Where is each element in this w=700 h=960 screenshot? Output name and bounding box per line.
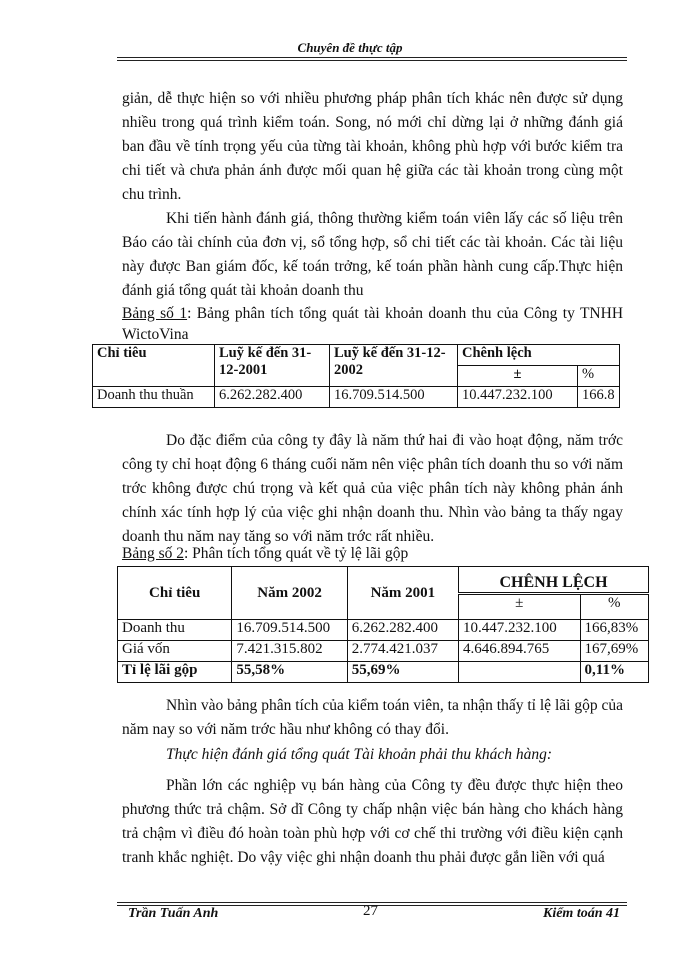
table-gross-margin <box>117 566 649 683</box>
t1-header-chenhlech: Chênh lệch <box>458 345 620 366</box>
table2-caption-label: Bảng số 2 <box>122 545 184 562</box>
t2-cell-2001: 55,69% <box>347 662 458 683</box>
t1-header-plusminus: ± <box>458 366 578 387</box>
table-revenue-summary <box>92 344 620 408</box>
t2-cell-2002: 7.421.315.802 <box>232 641 347 662</box>
t2-cell-label: Giá vốn <box>118 641 232 662</box>
table-row <box>118 620 649 641</box>
page-number: 27 <box>363 903 378 919</box>
section-subheading: Thực hiện đánh giá tổng quát Tài khoản phải thu khách hàng: <box>166 746 553 763</box>
table2-caption-text: : Phân tích tổng quát về tỷ lệ lãi gộp <box>184 545 409 562</box>
paragraph-2: Khi tiến hành đánh giá, thông thường kiểm toán viên lấy các số liệu trên Báo cáo tài chính của đơn vị, sổ tổng hợp, sổ chi tiết các tài khoản. Các tài liệu này được Ban giám đốc, kế toán trởng, kế toán phần hành cung cấp.Thực hiện đánh giá tổng quát tài khoản doanh thu <box>122 210 623 299</box>
table2-caption <box>122 543 623 564</box>
footer-author: Trần Tuấn Anh <box>128 906 219 921</box>
t1-header-2001: Luỹ kế đến 31-12-2001 <box>215 345 330 387</box>
t2-cell-2002: 55,58% <box>232 662 347 683</box>
paragraph-4: Nhìn vào bảng phân tích của kiểm toán viên, ta nhận thấy tỉ lệ lãi gộp của năm nay so với năm trớc hầu như không có thay đổi. <box>122 697 623 738</box>
t2-cell-2001: 6.262.282.400 <box>347 620 458 641</box>
t2-header-percent: % <box>580 593 648 620</box>
footer-class: Kiểm toán 41 <box>542 906 620 921</box>
t1-cell-pct: 166.8 <box>578 387 620 408</box>
t2-header-2001: Năm 2001 <box>347 567 458 620</box>
t2-cell-label: Doanh thu <box>118 620 232 641</box>
t2-cell-pct: 166,83% <box>580 620 648 641</box>
table-row <box>118 662 649 683</box>
paragraph-1: giản, dễ thực hiện so với nhiều phương pháp phân tích khác nên được sử dụng nhiều trong quá trình kiểm toán. Song, nó mới chỉ dừng lại ở những đánh giá ban đầu về tính trọng yếu của từng tài khoản, không phù hợp với bước kiểm tra chi tiết và chưa phản ánh được mối quan hệ giữa các tài khoản trong cùng một chu trình. <box>122 90 623 203</box>
t1-cell-2001: 6.262.282.400 <box>215 387 330 408</box>
t2-cell-diff: 10.447.232.100 <box>459 620 581 641</box>
t2-cell-2002: 16.709.514.500 <box>232 620 347 641</box>
t2-cell-label: Tỉ lệ lãi gộp <box>118 662 232 683</box>
t1-header-percent: % <box>578 366 620 387</box>
t1-cell-2002: 16.709.514.500 <box>329 387 457 408</box>
t1-header-chitieu: Chỉ tiêu <box>93 345 215 387</box>
header-title: Chuyên đề thực tập <box>297 40 403 55</box>
t2-cell-pct: 167,69% <box>580 641 648 662</box>
t2-cell-2001: 2.774.421.037 <box>347 641 458 662</box>
paragraph-3: Do đặc điểm của công ty đây là năm thứ hai đi vào hoạt động, năm trớc công ty chỉ hoạt động 6 tháng cuối năm nên việc phân tích doanh thu so với năm trớc không được chú trọng và kết quả của việc phân tích này không phản ánh chính xác tính hợp lý của việc ghi nhận doanh thu. Nhìn vào bảng ta thấy ngay doanh thu năm nay tăng so với năm trớc rất nhiều. <box>122 432 623 545</box>
table1-caption-label: Bảng số 1 <box>122 305 188 322</box>
t2-cell-diff: 4.646.894.765 <box>459 641 581 662</box>
t1-cell-label: Doanh thu thuần <box>93 387 215 408</box>
t2-cell-diff <box>459 662 581 683</box>
t2-header-chitieu: Chỉ tiêu <box>118 567 232 620</box>
table-row <box>93 387 620 408</box>
paragraph-5: Phần lớn các nghiệp vụ bán hàng của Công ty đều được thực hiện theo phương thức trả chậm. Sở dĩ Công ty chấp nhận việc bán hàng cho khách hàng trả chậm vì điều đó hoàn toàn phù hợp với cơ chế thi trường với điều kiện cạnh tranh khắc nghiệt. Do vậy việc ghi nhận doanh thu phải được gắn liền với quá <box>122 777 623 866</box>
t2-cell-pct: 0,11% <box>580 662 648 683</box>
t1-cell-diff: 10.447.232.100 <box>458 387 578 408</box>
table-row <box>118 641 649 662</box>
header-rule <box>117 57 627 61</box>
table1-caption <box>122 303 623 345</box>
t1-header-2002: Luỹ kế đến 31-12-2002 <box>329 345 457 387</box>
t2-header-2002: Năm 2002 <box>232 567 347 620</box>
t2-header-plusminus: ± <box>459 593 581 620</box>
table1-caption-text: : Bảng phân tích tổng quát tài khoản doanh thu của Công ty TNHH WictoVina <box>122 305 624 343</box>
t2-header-chenhlech: CHÊNH LỆCH <box>459 567 649 594</box>
